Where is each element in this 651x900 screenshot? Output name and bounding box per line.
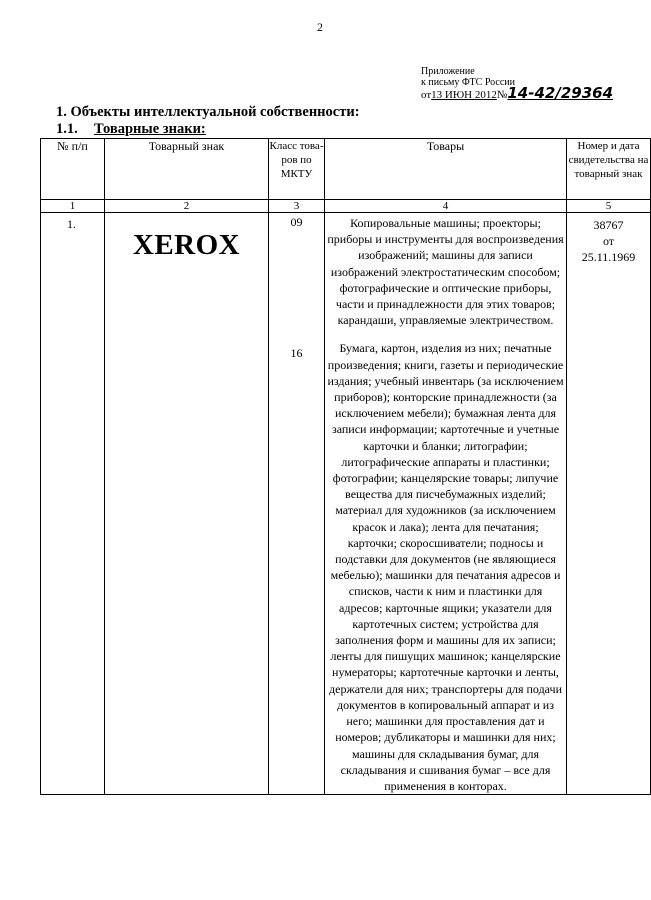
trademarks-table [40, 138, 651, 795]
table-header-row [41, 139, 651, 200]
subsection-title [56, 121, 206, 138]
row-number: 1. [41, 213, 105, 795]
goods-cell [325, 213, 567, 795]
annex-number: 14-42/29364 [507, 84, 614, 102]
annex-header [421, 66, 613, 101]
class-cell [269, 213, 325, 795]
goods-class-16: Бумага, картон, изделия из них; печатные произведения; книги, газеты и периодические издания; учебный инвентарь (за исключением приборов); конторские принадлежности (за исключением мебели); бумажная лента для записи информации; картотечные и учетные карточки и бланки; литографии; литографические аппараты и пластинки; фотографии; канцелярские товары; липучие вещества для писчебумажных изделий; материал для художников (за исключением красок и лака); лента для печатания; карточки; скоросшиватели; подносы и подставки для документов (не являющиеся мебелью); машинки для печатания адресов и списков, части к ним и пластинки для адресов; карточные ящики; указатели для картотечных систем; устройства для заполнения форм и машины для их записи; ленты для пишущих машинок; канцелярские нумераторы; картотечные карточки и ленты, держатели для них; транспортеры для подачи документов в копировальный аппарат и из него; машинки для проставления дат и номеров; дубликаторы и машинки для них; машины для складывания бумаг, для складывания и сшивания бумаг – все для применения в конторах. [327, 341, 564, 793]
registration-date: 25.11.1969 [581, 250, 636, 264]
column-number: 4 [325, 200, 567, 213]
annex-line2: к письму ФТС России [421, 77, 515, 88]
section-title: 1. Объекты интеллектуальной собственности: [56, 104, 360, 120]
table-row [41, 213, 651, 795]
column-number: 2 [105, 200, 269, 213]
annex-line1: Приложение [421, 66, 475, 77]
column-number: 5 [567, 200, 651, 213]
annex-number-prefix: № [496, 89, 508, 101]
subsection-text: Товарные знаки: [94, 121, 206, 137]
annex-date-number [421, 84, 614, 102]
registration-from: от [602, 234, 615, 248]
header-class: Класс това-ров по МКТУ [269, 139, 325, 200]
class-16: 16 [290, 346, 303, 360]
header-reg: Номер и дата свидетельства на товарный знак [567, 139, 651, 200]
registration-number: 38767 [593, 218, 624, 232]
header-goods: Товары [325, 139, 567, 200]
annex-date: 13 ИЮН 2012 [431, 89, 497, 101]
page-number: 2 [317, 20, 323, 34]
column-number-row [41, 200, 651, 213]
column-number: 3 [269, 200, 325, 213]
goods-class-09: Копировальные машины; проекторы; приборы и инструменты для воспроизведения изображений; машины для записи изображений электростатическим способом; фотографические и оптические приборы, части и принадлежности для этих товаров; карандаши, управляемые электричеством. [327, 216, 564, 328]
header-mark: Товарный знак [105, 139, 269, 200]
subsection-number: 1.1. [56, 121, 78, 137]
registration-cell [567, 213, 651, 795]
trademark-cell [105, 213, 269, 795]
annex-date-prefix: от [421, 89, 432, 101]
class-09: 09 [290, 215, 303, 229]
column-number: 1 [41, 200, 105, 213]
header-num: № п/п [41, 139, 105, 200]
xerox-trademark: XEROX [132, 229, 241, 261]
